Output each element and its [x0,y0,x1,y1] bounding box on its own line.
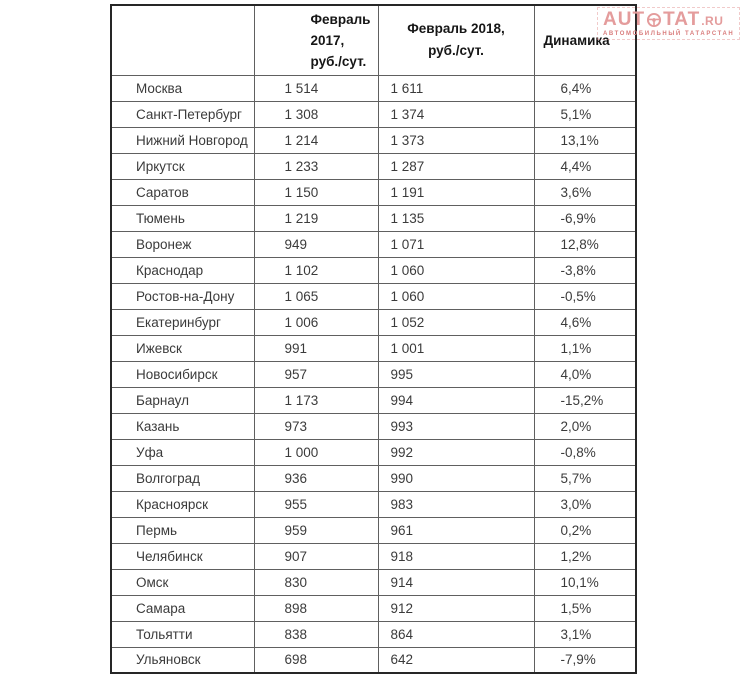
feb-2017-cell: 1 006 [254,309,378,335]
city-cell: Воронеж [111,231,254,257]
city-cell: Самара [111,595,254,621]
city-cell: Омск [111,569,254,595]
dynamics-cell: -0,8% [534,439,636,465]
city-cell: Челябинск [111,543,254,569]
header-city-empty [111,5,254,75]
feb-2018-cell: 1 001 [378,335,534,361]
city-price-table [110,4,637,674]
feb-2018-cell: 995 [378,361,534,387]
table-row [111,569,636,595]
feb-2017-cell: 957 [254,361,378,387]
feb-2017-cell: 1 000 [254,439,378,465]
city-cell: Барнаул [111,387,254,413]
feb-2017-cell: 955 [254,491,378,517]
feb-2018-cell: 992 [378,439,534,465]
feb-2018-cell: 918 [378,543,534,569]
dynamics-cell: 3,0% [534,491,636,517]
header-feb-2018 [378,5,534,75]
feb-2017-cell: 907 [254,543,378,569]
city-cell: Ростов-на-Дону [111,283,254,309]
dynamics-cell: 1,5% [534,595,636,621]
city-cell: Саратов [111,179,254,205]
header-row [111,5,636,75]
feb-2018-cell: 1 191 [378,179,534,205]
table-row [111,439,636,465]
dynamics-cell: 4,4% [534,153,636,179]
table-row [111,543,636,569]
feb-2018-cell: 1 374 [378,101,534,127]
feb-2017-cell: 698 [254,647,378,673]
table-row [111,335,636,361]
city-cell: Ульяновск [111,647,254,673]
dynamics-cell: 3,6% [534,179,636,205]
feb-2017-cell: 1 214 [254,127,378,153]
dynamics-cell: 5,1% [534,101,636,127]
table-row [111,647,636,673]
city-cell: Москва [111,75,254,101]
feb-2017-cell: 973 [254,413,378,439]
header-feb-2017 [254,5,378,75]
header-line: руб./сут. [310,53,367,69]
table-row [111,205,636,231]
feb-2018-cell: 1 060 [378,283,534,309]
table-row [111,179,636,205]
city-cell: Казань [111,413,254,439]
feb-2017-cell: 1 173 [254,387,378,413]
table-row [111,465,636,491]
city-cell: Санкт-Петербург [111,101,254,127]
table-row [111,231,636,257]
feb-2018-cell: 994 [378,387,534,413]
table-row [111,283,636,309]
feb-2018-cell: 1 373 [378,127,534,153]
feb-2017-cell: 830 [254,569,378,595]
feb-2018-cell: 1 611 [378,75,534,101]
table-row [111,75,636,101]
feb-2017-cell: 949 [254,231,378,257]
dynamics-cell: -0,5% [534,283,636,309]
table-body [111,75,636,673]
autotat-watermark [597,7,740,40]
feb-2017-cell: 838 [254,621,378,647]
city-cell: Красноярск [111,491,254,517]
feb-2018-cell: 1 071 [378,231,534,257]
header-line: руб./сут. [428,43,484,59]
city-cell: Волгоград [111,465,254,491]
feb-2018-cell: 993 [378,413,534,439]
dynamics-cell: -15,2% [534,387,636,413]
city-cell: Иркутск [111,153,254,179]
dynamics-cell: 10,1% [534,569,636,595]
city-cell: Тольятти [111,621,254,647]
city-cell: Екатеринбург [111,309,254,335]
table-row [111,387,636,413]
header-line: 2017, [310,32,345,48]
dynamics-cell: 4,6% [534,309,636,335]
city-cell: Пермь [111,517,254,543]
table-row [111,361,636,387]
feb-2017-cell: 1 102 [254,257,378,283]
header-line: Февраль [310,11,371,27]
feb-2017-cell: 1 065 [254,283,378,309]
dynamics-cell: 13,1% [534,127,636,153]
dynamics-cell: 12,8% [534,231,636,257]
table-row [111,517,636,543]
dynamics-cell: -7,9% [534,647,636,673]
table-row [111,153,636,179]
city-cell: Новосибирск [111,361,254,387]
table-row [111,491,636,517]
table-row [111,621,636,647]
city-cell: Нижний Новгород [111,127,254,153]
feb-2018-cell: 912 [378,595,534,621]
dynamics-cell: 6,4% [534,75,636,101]
feb-2017-cell: 991 [254,335,378,361]
table-header [111,5,636,75]
city-cell: Тюмень [111,205,254,231]
feb-2018-cell: 1 060 [378,257,534,283]
feb-2018-cell: 1 287 [378,153,534,179]
feb-2018-cell: 961 [378,517,534,543]
table-row [111,413,636,439]
feb-2018-cell: 983 [378,491,534,517]
dynamics-cell: 3,1% [534,621,636,647]
feb-2017-cell: 898 [254,595,378,621]
dynamics-cell: 4,0% [534,361,636,387]
steering-wheel-icon [646,12,662,28]
dynamics-cell: 5,7% [534,465,636,491]
feb-2017-cell: 959 [254,517,378,543]
watermark-brand-suffix: TAT [663,9,701,30]
table-row [111,309,636,335]
dynamics-cell: 1,1% [534,335,636,361]
feb-2017-cell: 1 308 [254,101,378,127]
feb-2018-cell: 914 [378,569,534,595]
dynamics-cell: -6,9% [534,205,636,231]
feb-2017-cell: 1 219 [254,205,378,231]
feb-2017-cell: 1 514 [254,75,378,101]
city-cell: Ижевск [111,335,254,361]
feb-2018-cell: 642 [378,647,534,673]
header-dynamics-label: Динамика [543,32,610,48]
table-row [111,101,636,127]
city-cell: Краснодар [111,257,254,283]
table-row [111,595,636,621]
dynamics-cell: 2,0% [534,413,636,439]
watermark-brand [603,10,734,29]
feb-2018-cell: 990 [378,465,534,491]
table-row [111,127,636,153]
table-row [111,257,636,283]
feb-2018-cell: 864 [378,621,534,647]
dynamics-cell: 1,2% [534,543,636,569]
feb-2018-cell: 1 135 [378,205,534,231]
feb-2017-cell: 1 150 [254,179,378,205]
header-line: Февраль 2018, [407,21,505,37]
feb-2017-cell: 936 [254,465,378,491]
feb-2018-cell: 1 052 [378,309,534,335]
watermark-brand-prefix: AUT [603,9,646,30]
dynamics-cell: 0,2% [534,517,636,543]
watermark-tagline: АВТОМОБИЛЬНЫЙ ТАТАРСТАН [603,31,735,37]
city-cell: Уфа [111,439,254,465]
watermark-tld: .RU [701,14,724,28]
dynamics-cell: -3,8% [534,257,636,283]
feb-2017-cell: 1 233 [254,153,378,179]
